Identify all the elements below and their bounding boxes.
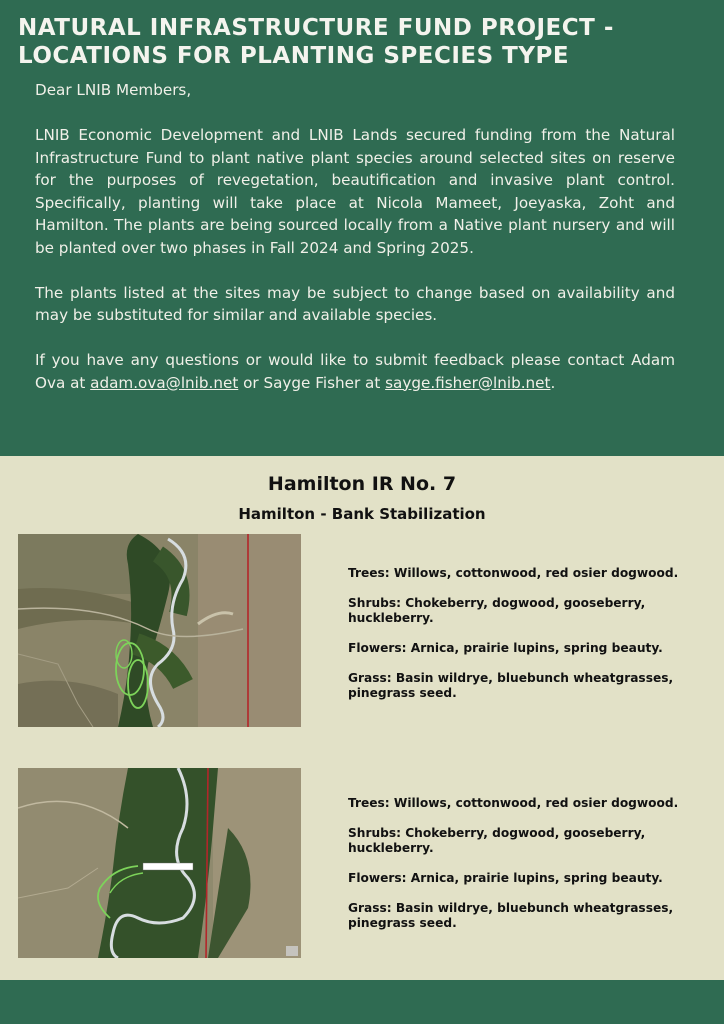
paragraph-contact	[35, 349, 675, 394]
site-title: Hamilton IR No. 7	[267, 473, 457, 495]
contact-middle: or Sayge Fisher at	[238, 373, 386, 392]
letter-body	[35, 79, 675, 394]
contact-suffix: .	[550, 373, 556, 392]
site-subtitle: Hamilton - Bank Stabilization	[238, 505, 486, 523]
header-banner	[0, 0, 724, 456]
grass-text: Grass: Basin wildrye, bluebunch wheatgrasses, pinegrass seed.	[348, 901, 674, 930]
flowers-text: Flowers: Arnica, prairie lupins, spring beauty.	[348, 641, 663, 655]
trees-text: Trees: Willows, cottonwood, red osier dogwood.	[348, 566, 679, 580]
shrubs-text: Shrubs: Chokeberry, dogwood, gooseberry, huckleberry.	[348, 826, 646, 855]
email-link-sayge[interactable]: sayge.fisher@lnib.net	[385, 373, 551, 392]
species-list-2	[348, 796, 698, 946]
title-line-2: LOCATIONS FOR PLANTING SPECIES TYPE	[18, 43, 570, 69]
species-list-1	[348, 566, 698, 716]
trees-text: Trees: Willows, cottonwood, red osier dogwood.	[348, 796, 679, 810]
paragraph-availability: The plants listed at the sites may be subject to change based on availability and may be substituted for similar and available species.	[35, 283, 675, 324]
greeting: Dear LNIB Members,	[35, 81, 192, 99]
flowers-text: Flowers: Arnica, prairie lupins, spring beauty.	[348, 871, 663, 885]
aerial-map-2	[18, 768, 301, 958]
contact-prefix: If you have any questions or would like to submit feedback please contact Adam Ova at	[35, 351, 675, 392]
shrubs-text: Shrubs: Chokeberry, dogwood, gooseberry, huckleberry.	[348, 596, 646, 625]
aerial-map-1	[18, 534, 301, 727]
email-link-adam[interactable]: adam.ova@lnib.net	[90, 373, 239, 392]
page-title	[18, 14, 708, 70]
grass-text: Grass: Basin wildrye, bluebunch wheatgrasses, pinegrass seed.	[348, 671, 674, 700]
paragraph-funding: LNIB Economic Development and LNIB Lands secured funding from the Natural Infrastructure Fund to plant native plant species around selected sites on reserve for the purposes of revegetation, beautification and invasive plant control. Specifically, planting will take place at Nicola Mameet, Joeyaska, Zoht and Hamilton. The plants are being sourced locally from a Native plant nursery and will be planted over two phases in Fall 2024 and Spring 2025.	[35, 126, 675, 257]
title-line-1: NATURAL INFRASTRUCTURE FUND PROJECT -	[18, 15, 614, 41]
footer-band	[0, 980, 724, 1024]
